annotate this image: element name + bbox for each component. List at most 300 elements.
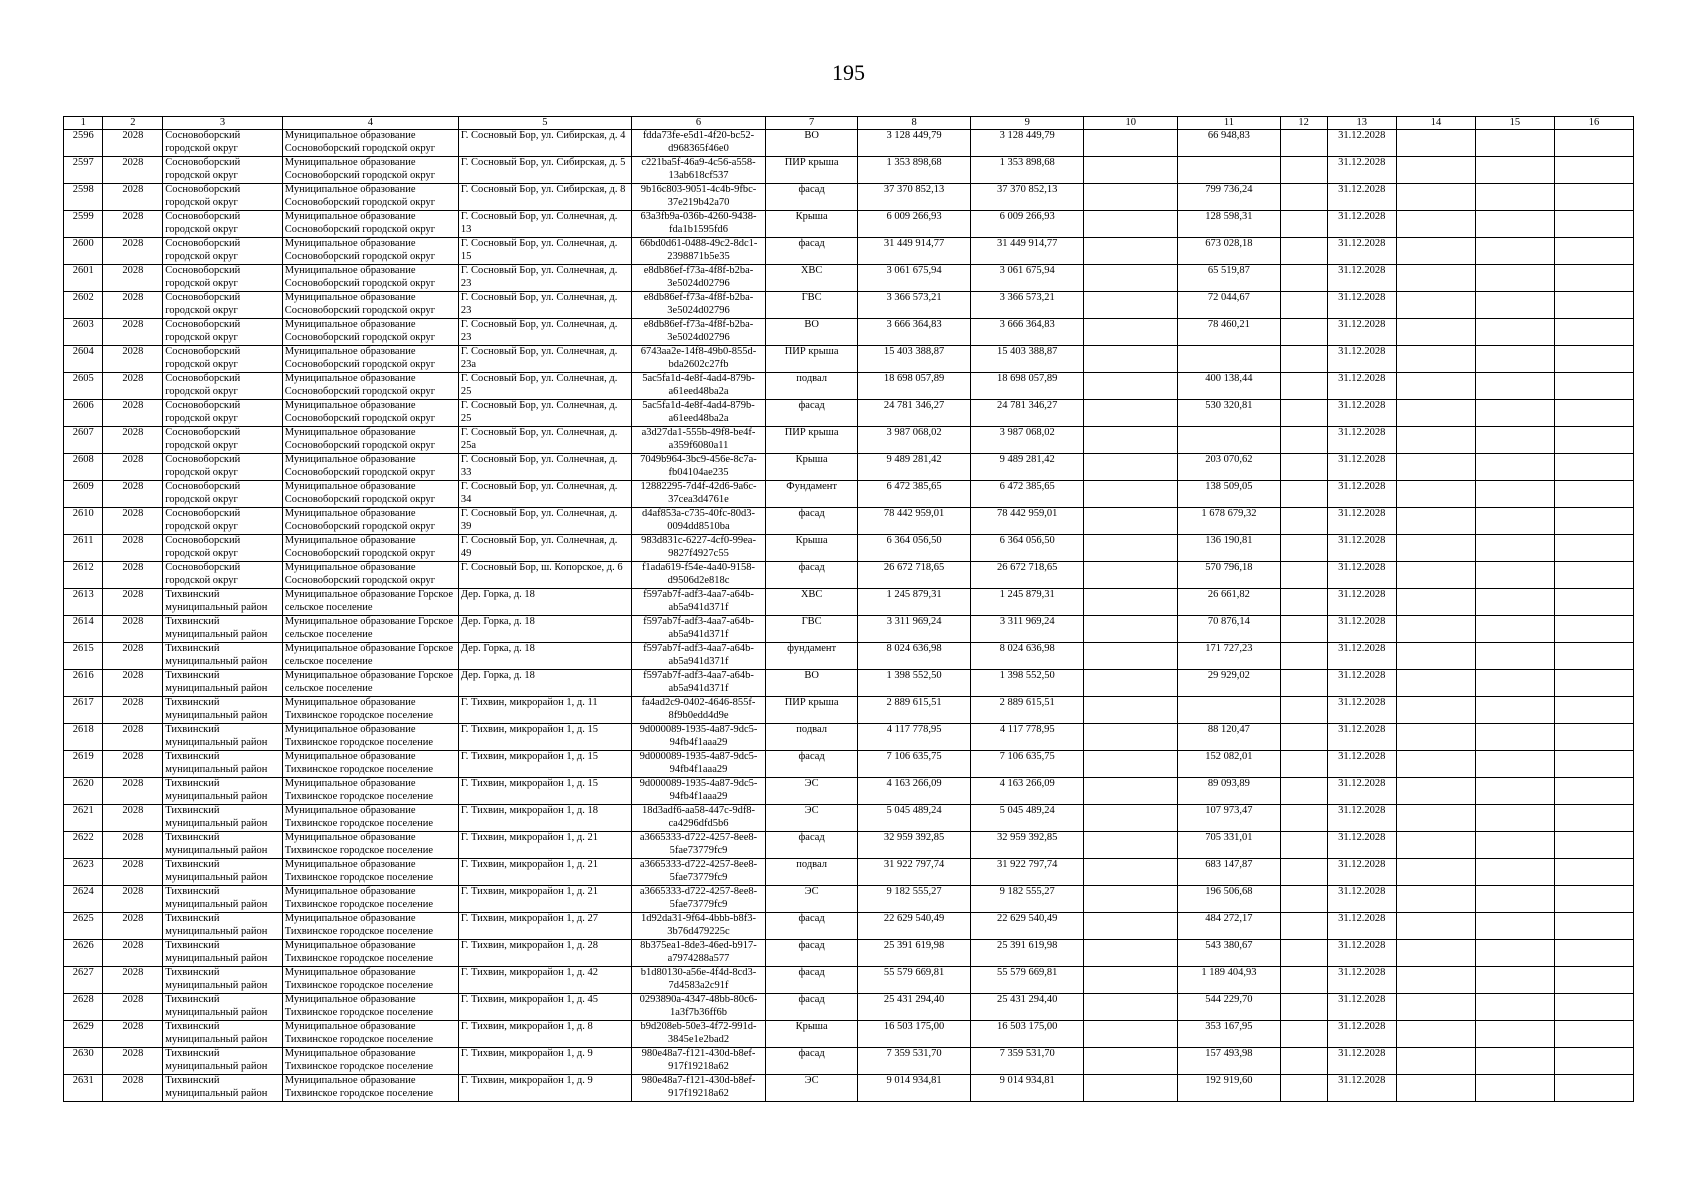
total-cost-cell: 3 987 068,02 xyxy=(858,427,971,454)
address-cell: Г. Тихвин, микрорайон 1, д. 18 xyxy=(458,805,631,832)
address-cell: Г. Сосновый Бор, ул. Солнечная, д. 39 xyxy=(458,508,631,535)
col11-cell: 88 120,47 xyxy=(1178,724,1280,751)
col10-cell xyxy=(1084,1075,1178,1102)
col11-cell: 1 189 404,93 xyxy=(1178,967,1280,994)
table-row xyxy=(64,130,1634,157)
deadline-cell: 31.12.2028 xyxy=(1327,400,1396,427)
col14-cell xyxy=(1396,562,1475,589)
address-cell: Г. Тихвин, микрорайон 1, д. 28 xyxy=(458,940,631,967)
col11-cell: 89 093,89 xyxy=(1178,778,1280,805)
district-cell: Тихвинский муниципальный район xyxy=(163,940,283,967)
municipality-cell: Муниципальное образование Сосновоборский городской округ xyxy=(282,346,458,373)
fund-cost-cell: 8 024 636,98 xyxy=(971,643,1084,670)
guid-cell: 9d000089-1935-4a87-9dc5-94fb4f1aaa29 xyxy=(631,724,765,751)
col12-cell xyxy=(1280,184,1327,211)
year-cell: 2028 xyxy=(103,913,163,940)
col10-cell xyxy=(1084,994,1178,1021)
total-cost-cell: 26 672 718,65 xyxy=(858,562,971,589)
column-header: 3 xyxy=(163,117,283,130)
col12-cell xyxy=(1280,238,1327,265)
table-row xyxy=(64,859,1634,886)
fund-cost-cell: 15 403 388,87 xyxy=(971,346,1084,373)
work-type-cell: фасад xyxy=(766,913,858,940)
deadline-cell: 31.12.2028 xyxy=(1327,967,1396,994)
work-type-cell: подвал xyxy=(766,724,858,751)
col10-cell xyxy=(1084,562,1178,589)
row-number: 2622 xyxy=(64,832,103,859)
table-row xyxy=(64,751,1634,778)
work-type-cell: Крыша xyxy=(766,535,858,562)
municipality-cell: Муниципальное образование Тихвинское городское поселение xyxy=(282,751,458,778)
fund-cost-cell: 6 009 266,93 xyxy=(971,211,1084,238)
row-number: 2624 xyxy=(64,886,103,913)
total-cost-cell: 18 698 057,89 xyxy=(858,373,971,400)
row-number: 2603 xyxy=(64,319,103,346)
col14-cell xyxy=(1396,1021,1475,1048)
fund-cost-cell: 7 106 635,75 xyxy=(971,751,1084,778)
col12-cell xyxy=(1280,130,1327,157)
fund-cost-cell: 5 045 489,24 xyxy=(971,805,1084,832)
col15-cell xyxy=(1475,157,1554,184)
col16-cell xyxy=(1554,967,1633,994)
total-cost-cell: 1 245 879,31 xyxy=(858,589,971,616)
work-type-cell: фасад xyxy=(766,400,858,427)
col16-cell xyxy=(1554,400,1633,427)
municipality-cell: Муниципальное образование Тихвинское городское поселение xyxy=(282,967,458,994)
deadline-cell: 31.12.2028 xyxy=(1327,1075,1396,1102)
col14-cell xyxy=(1396,616,1475,643)
table-row xyxy=(64,157,1634,184)
municipality-cell: Муниципальное образование Горское сельское поселение xyxy=(282,616,458,643)
total-cost-cell: 15 403 388,87 xyxy=(858,346,971,373)
fund-cost-cell: 2 889 615,51 xyxy=(971,697,1084,724)
col12-cell xyxy=(1280,1075,1327,1102)
total-cost-cell: 31 449 914,77 xyxy=(858,238,971,265)
column-header: 9 xyxy=(971,117,1084,130)
col12-cell xyxy=(1280,805,1327,832)
deadline-cell: 31.12.2028 xyxy=(1327,1021,1396,1048)
address-cell: Г. Тихвин, микрорайон 1, д. 21 xyxy=(458,886,631,913)
col11-cell: 138 509,05 xyxy=(1178,481,1280,508)
col14-cell xyxy=(1396,994,1475,1021)
row-number: 2610 xyxy=(64,508,103,535)
deadline-cell: 31.12.2028 xyxy=(1327,670,1396,697)
fund-cost-cell: 7 359 531,70 xyxy=(971,1048,1084,1075)
district-cell: Сосновоборский городской округ xyxy=(163,130,283,157)
col14-cell xyxy=(1396,184,1475,211)
guid-cell: 18d3adf6-aa58-447c-9df8-ca4296dfd5b6 xyxy=(631,805,765,832)
column-header: 13 xyxy=(1327,117,1396,130)
row-number: 2617 xyxy=(64,697,103,724)
guid-cell: 9d000089-1935-4a87-9dc5-94fb4f1aaa29 xyxy=(631,751,765,778)
col15-cell xyxy=(1475,1048,1554,1075)
district-cell: Тихвинский муниципальный район xyxy=(163,967,283,994)
address-cell: Г. Тихвин, микрорайон 1, д. 15 xyxy=(458,724,631,751)
col11-cell: 171 727,23 xyxy=(1178,643,1280,670)
fund-cost-cell: 9 014 934,81 xyxy=(971,1075,1084,1102)
district-cell: Сосновоборский городской округ xyxy=(163,184,283,211)
district-cell: Тихвинский муниципальный район xyxy=(163,805,283,832)
col12-cell xyxy=(1280,319,1327,346)
total-cost-cell: 3 366 573,21 xyxy=(858,292,971,319)
col16-cell xyxy=(1554,481,1633,508)
table-row xyxy=(64,724,1634,751)
col14-cell xyxy=(1396,1075,1475,1102)
col16-cell xyxy=(1554,265,1633,292)
district-cell: Тихвинский муниципальный район xyxy=(163,751,283,778)
col10-cell xyxy=(1084,238,1178,265)
col12-cell xyxy=(1280,292,1327,319)
deadline-cell: 31.12.2028 xyxy=(1327,238,1396,265)
col12-cell xyxy=(1280,400,1327,427)
col10-cell xyxy=(1084,886,1178,913)
row-number: 2606 xyxy=(64,400,103,427)
fund-cost-cell: 1 398 552,50 xyxy=(971,670,1084,697)
fund-cost-cell: 31 449 914,77 xyxy=(971,238,1084,265)
col14-cell xyxy=(1396,967,1475,994)
fund-cost-cell: 3 666 364,83 xyxy=(971,319,1084,346)
district-cell: Сосновоборский городской округ xyxy=(163,427,283,454)
work-type-cell: ЭС xyxy=(766,805,858,832)
address-cell: Г. Тихвин, микрорайон 1, д. 8 xyxy=(458,1021,631,1048)
work-type-cell: фасад xyxy=(766,238,858,265)
fund-cost-cell: 3 128 449,79 xyxy=(971,130,1084,157)
district-cell: Тихвинский муниципальный район xyxy=(163,886,283,913)
deadline-cell: 31.12.2028 xyxy=(1327,130,1396,157)
col12-cell xyxy=(1280,994,1327,1021)
col15-cell xyxy=(1475,265,1554,292)
row-number: 2604 xyxy=(64,346,103,373)
col15-cell xyxy=(1475,400,1554,427)
district-cell: Тихвинский муниципальный район xyxy=(163,994,283,1021)
deadline-cell: 31.12.2028 xyxy=(1327,319,1396,346)
col10-cell xyxy=(1084,1048,1178,1075)
deadline-cell: 31.12.2028 xyxy=(1327,265,1396,292)
row-number: 2631 xyxy=(64,1075,103,1102)
column-header: 15 xyxy=(1475,117,1554,130)
col10-cell xyxy=(1084,319,1178,346)
col12-cell xyxy=(1280,373,1327,400)
col10-cell xyxy=(1084,940,1178,967)
district-cell: Тихвинский муниципальный район xyxy=(163,859,283,886)
municipality-cell: Муниципальное образование Тихвинское городское поселение xyxy=(282,859,458,886)
municipality-cell: Муниципальное образование Сосновоборский городской округ xyxy=(282,373,458,400)
municipality-cell: Муниципальное образование Сосновоборский городской округ xyxy=(282,130,458,157)
fund-cost-cell: 9 182 555,27 xyxy=(971,886,1084,913)
col10-cell xyxy=(1084,805,1178,832)
table-row xyxy=(64,805,1634,832)
work-type-cell: ХВС xyxy=(766,265,858,292)
col12-cell xyxy=(1280,940,1327,967)
col12-cell xyxy=(1280,859,1327,886)
guid-cell: 1d92da31-9f64-4bbb-b8f3-3b76d479225c xyxy=(631,913,765,940)
column-header: 6 xyxy=(631,117,765,130)
col15-cell xyxy=(1475,670,1554,697)
deadline-cell: 31.12.2028 xyxy=(1327,643,1396,670)
table-row xyxy=(64,967,1634,994)
col15-cell xyxy=(1475,859,1554,886)
row-number: 2611 xyxy=(64,535,103,562)
guid-cell: d4af853a-c735-40fc-80d3-0094dd8510ba xyxy=(631,508,765,535)
work-type-cell: Крыша xyxy=(766,1021,858,1048)
municipality-cell: Муниципальное образование Горское сельское поселение xyxy=(282,589,458,616)
year-cell: 2028 xyxy=(103,562,163,589)
column-header: 10 xyxy=(1084,117,1178,130)
col14-cell xyxy=(1396,832,1475,859)
col15-cell xyxy=(1475,589,1554,616)
address-cell: Г. Сосновый Бор, ул. Солнечная, д. 23 xyxy=(458,292,631,319)
table-body xyxy=(64,130,1634,1102)
work-type-cell: ЭС xyxy=(766,886,858,913)
col11-cell: 570 796,18 xyxy=(1178,562,1280,589)
year-cell: 2028 xyxy=(103,859,163,886)
table-row xyxy=(64,616,1634,643)
year-cell: 2028 xyxy=(103,1048,163,1075)
col15-cell xyxy=(1475,967,1554,994)
col10-cell xyxy=(1084,427,1178,454)
col11-cell: 353 167,95 xyxy=(1178,1021,1280,1048)
col16-cell xyxy=(1554,1048,1633,1075)
col11-cell: 400 138,44 xyxy=(1178,373,1280,400)
guid-cell: f597ab7f-adf3-4aa7-a64b-ab5a941d371f xyxy=(631,670,765,697)
column-header: 4 xyxy=(282,117,458,130)
col12-cell xyxy=(1280,1021,1327,1048)
row-number: 2599 xyxy=(64,211,103,238)
col10-cell xyxy=(1084,373,1178,400)
col12-cell xyxy=(1280,535,1327,562)
municipality-cell: Муниципальное образование Тихвинское городское поселение xyxy=(282,805,458,832)
col14-cell xyxy=(1396,265,1475,292)
district-cell: Тихвинский муниципальный район xyxy=(163,913,283,940)
col11-cell: 799 736,24 xyxy=(1178,184,1280,211)
col14-cell xyxy=(1396,508,1475,535)
deadline-cell: 31.12.2028 xyxy=(1327,859,1396,886)
table-row xyxy=(64,265,1634,292)
total-cost-cell: 16 503 175,00 xyxy=(858,1021,971,1048)
year-cell: 2028 xyxy=(103,265,163,292)
work-type-cell: Крыша xyxy=(766,454,858,481)
col16-cell xyxy=(1554,670,1633,697)
fund-cost-cell: 6 364 056,50 xyxy=(971,535,1084,562)
fund-cost-cell: 1 245 879,31 xyxy=(971,589,1084,616)
year-cell: 2028 xyxy=(103,319,163,346)
address-cell: Дер. Горка, д. 18 xyxy=(458,616,631,643)
work-type-cell: ПИР крыша xyxy=(766,346,858,373)
column-header: 8 xyxy=(858,117,971,130)
year-cell: 2028 xyxy=(103,184,163,211)
col14-cell xyxy=(1396,238,1475,265)
guid-cell: 980e48a7-f121-430d-b8ef-917f19218a62 xyxy=(631,1075,765,1102)
col15-cell xyxy=(1475,643,1554,670)
row-number: 2619 xyxy=(64,751,103,778)
col10-cell xyxy=(1084,130,1178,157)
municipality-cell: Муниципальное образование Сосновоборский городской округ xyxy=(282,211,458,238)
table-row xyxy=(64,589,1634,616)
total-cost-cell: 9 182 555,27 xyxy=(858,886,971,913)
table-row xyxy=(64,292,1634,319)
col14-cell xyxy=(1396,400,1475,427)
col11-cell: 65 519,87 xyxy=(1178,265,1280,292)
col12-cell xyxy=(1280,481,1327,508)
row-number: 2601 xyxy=(64,265,103,292)
deadline-cell: 31.12.2028 xyxy=(1327,211,1396,238)
work-type-cell: ГВС xyxy=(766,616,858,643)
col14-cell xyxy=(1396,589,1475,616)
col14-cell xyxy=(1396,751,1475,778)
deadline-cell: 31.12.2028 xyxy=(1327,886,1396,913)
district-cell: Тихвинский муниципальный район xyxy=(163,697,283,724)
col14-cell xyxy=(1396,724,1475,751)
col16-cell xyxy=(1554,589,1633,616)
col12-cell xyxy=(1280,589,1327,616)
col12-cell xyxy=(1280,1048,1327,1075)
col11-cell xyxy=(1178,427,1280,454)
column-header: 12 xyxy=(1280,117,1327,130)
table-row xyxy=(64,994,1634,1021)
col12-cell xyxy=(1280,832,1327,859)
col15-cell xyxy=(1475,238,1554,265)
col14-cell xyxy=(1396,157,1475,184)
col11-cell: 152 082,01 xyxy=(1178,751,1280,778)
deadline-cell: 31.12.2028 xyxy=(1327,589,1396,616)
col15-cell xyxy=(1475,292,1554,319)
col10-cell xyxy=(1084,400,1178,427)
address-cell: Г. Сосновый Бор, ул. Солнечная, д. 25 xyxy=(458,400,631,427)
total-cost-cell: 9 489 281,42 xyxy=(858,454,971,481)
year-cell: 2028 xyxy=(103,1021,163,1048)
col15-cell xyxy=(1475,994,1554,1021)
col15-cell xyxy=(1475,1021,1554,1048)
year-cell: 2028 xyxy=(103,535,163,562)
guid-cell: 66bd0d61-0488-49c2-8dc1-2398871b5e35 xyxy=(631,238,765,265)
address-cell: Г. Сосновый Бор, ул. Солнечная, д. 15 xyxy=(458,238,631,265)
year-cell: 2028 xyxy=(103,373,163,400)
work-type-cell: ВО xyxy=(766,319,858,346)
guid-cell: 12882295-7d4f-42d6-9a6c-37cea3d4761e xyxy=(631,481,765,508)
col15-cell xyxy=(1475,805,1554,832)
col14-cell xyxy=(1396,1048,1475,1075)
guid-cell: e8db86ef-f73a-4f8f-b2ba-3e5024d02796 xyxy=(631,319,765,346)
work-type-cell: фасад xyxy=(766,562,858,589)
row-number: 2596 xyxy=(64,130,103,157)
guid-cell: 983d831c-6227-4cf0-99ea-9827f4927c55 xyxy=(631,535,765,562)
district-cell: Тихвинский муниципальный район xyxy=(163,670,283,697)
work-type-cell: фундамент xyxy=(766,643,858,670)
year-cell: 2028 xyxy=(103,697,163,724)
col16-cell xyxy=(1554,724,1633,751)
year-cell: 2028 xyxy=(103,886,163,913)
guid-cell: 9b16c803-9051-4c4b-9fbc-37e219b42a70 xyxy=(631,184,765,211)
col11-cell xyxy=(1178,157,1280,184)
work-type-cell: фасад xyxy=(766,1048,858,1075)
address-cell: Г. Сосновый Бор, ул. Солнечная, д. 25 xyxy=(458,373,631,400)
col11-cell: 196 506,68 xyxy=(1178,886,1280,913)
col15-cell xyxy=(1475,535,1554,562)
col16-cell xyxy=(1554,211,1633,238)
col11-cell: 543 380,67 xyxy=(1178,940,1280,967)
guid-cell: 7049b964-3bc9-456e-8c7a-fb04104ae235 xyxy=(631,454,765,481)
work-type-cell: Крыша xyxy=(766,211,858,238)
col11-cell: 66 948,83 xyxy=(1178,130,1280,157)
district-cell: Тихвинский муниципальный район xyxy=(163,1075,283,1102)
total-cost-cell: 31 922 797,74 xyxy=(858,859,971,886)
deadline-cell: 31.12.2028 xyxy=(1327,427,1396,454)
year-cell: 2028 xyxy=(103,778,163,805)
col16-cell xyxy=(1554,940,1633,967)
row-number: 2623 xyxy=(64,859,103,886)
col10-cell xyxy=(1084,184,1178,211)
total-cost-cell: 1 353 898,68 xyxy=(858,157,971,184)
col16-cell xyxy=(1554,805,1633,832)
row-number: 2609 xyxy=(64,481,103,508)
col14-cell xyxy=(1396,292,1475,319)
col11-cell: 26 661,82 xyxy=(1178,589,1280,616)
deadline-cell: 31.12.2028 xyxy=(1327,454,1396,481)
fund-cost-cell: 1 353 898,68 xyxy=(971,157,1084,184)
col15-cell xyxy=(1475,616,1554,643)
district-cell: Тихвинский муниципальный район xyxy=(163,832,283,859)
total-cost-cell: 7 359 531,70 xyxy=(858,1048,971,1075)
col14-cell xyxy=(1396,346,1475,373)
municipality-cell: Муниципальное образование Тихвинское городское поселение xyxy=(282,1021,458,1048)
municipality-cell: Муниципальное образование Тихвинское городское поселение xyxy=(282,1075,458,1102)
col10-cell xyxy=(1084,346,1178,373)
table-row xyxy=(64,1048,1634,1075)
col16-cell xyxy=(1554,1075,1633,1102)
col16-cell xyxy=(1554,859,1633,886)
col14-cell xyxy=(1396,778,1475,805)
col15-cell xyxy=(1475,940,1554,967)
col10-cell xyxy=(1084,481,1178,508)
col15-cell xyxy=(1475,481,1554,508)
work-type-cell: ВО xyxy=(766,130,858,157)
col15-cell xyxy=(1475,454,1554,481)
guid-cell: f597ab7f-adf3-4aa7-a64b-ab5a941d371f xyxy=(631,643,765,670)
col16-cell xyxy=(1554,373,1633,400)
col14-cell xyxy=(1396,373,1475,400)
row-number: 2597 xyxy=(64,157,103,184)
district-cell: Тихвинский муниципальный район xyxy=(163,1048,283,1075)
col12-cell xyxy=(1280,616,1327,643)
address-cell: Г. Тихвин, микрорайон 1, д. 27 xyxy=(458,913,631,940)
guid-cell: 63a3fb9a-036b-4260-9438-fda1b1595fd6 xyxy=(631,211,765,238)
district-cell: Сосновоборский городской округ xyxy=(163,535,283,562)
year-cell: 2028 xyxy=(103,805,163,832)
row-number: 2627 xyxy=(64,967,103,994)
guid-cell: 5ac5fa1d-4e8f-4ad4-879b-a61eed48ba2a xyxy=(631,400,765,427)
guid-cell: fa4ad2c9-0402-4646-855f-8f9b0edd4d9e xyxy=(631,697,765,724)
table-row xyxy=(64,562,1634,589)
address-cell: Г. Сосновый Бор, ул. Солнечная, д. 23 xyxy=(458,265,631,292)
col14-cell xyxy=(1396,643,1475,670)
total-cost-cell: 3 128 449,79 xyxy=(858,130,971,157)
district-cell: Сосновоборский городской округ xyxy=(163,211,283,238)
column-header: 16 xyxy=(1554,117,1633,130)
deadline-cell: 31.12.2028 xyxy=(1327,508,1396,535)
col14-cell xyxy=(1396,481,1475,508)
municipality-cell: Муниципальное образование Сосновоборский городской округ xyxy=(282,238,458,265)
table-row xyxy=(64,319,1634,346)
fund-cost-cell: 3 987 068,02 xyxy=(971,427,1084,454)
work-type-cell: ВО xyxy=(766,670,858,697)
col12-cell xyxy=(1280,697,1327,724)
work-type-cell: фасад xyxy=(766,508,858,535)
col11-cell: 544 229,70 xyxy=(1178,994,1280,1021)
guid-cell: e8db86ef-f73a-4f8f-b2ba-3e5024d02796 xyxy=(631,265,765,292)
district-cell: Тихвинский муниципальный район xyxy=(163,778,283,805)
municipality-cell: Муниципальное образование Тихвинское городское поселение xyxy=(282,913,458,940)
municipality-cell: Муниципальное образование Сосновоборский городской округ xyxy=(282,562,458,589)
